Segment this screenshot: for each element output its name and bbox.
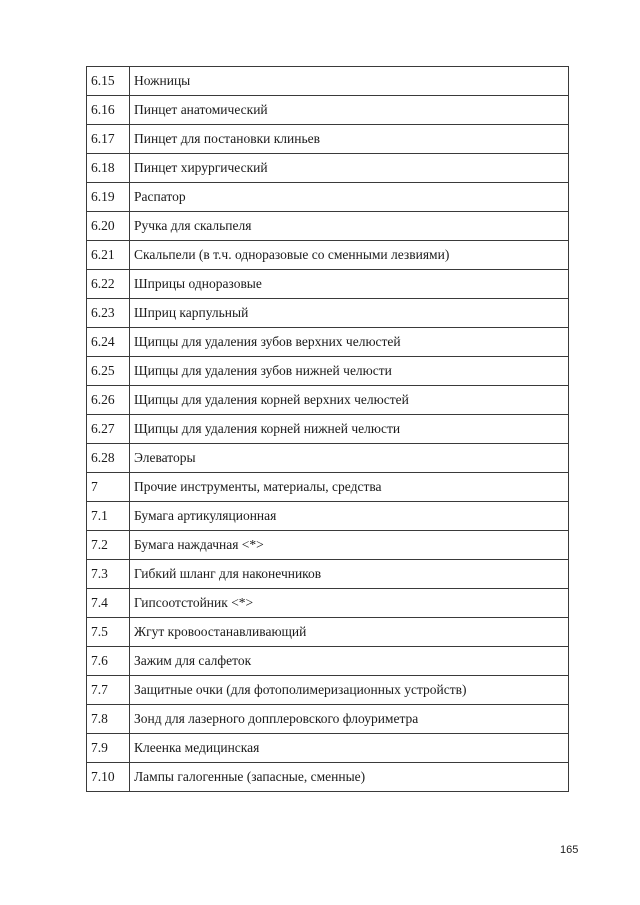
table-row: [87, 473, 569, 502]
row-number: 6.23: [87, 299, 130, 328]
row-number: 6.17: [87, 125, 130, 154]
row-number: 6.22: [87, 270, 130, 299]
row-item-name: Гипсоотстойник <*>: [130, 589, 569, 618]
row-number: 6.16: [87, 96, 130, 125]
table-row: [87, 734, 569, 763]
row-item-name: Бумага наждачная <*>: [130, 531, 569, 560]
row-item-name: Защитные очки (для фотополимеризационных устройств): [130, 676, 569, 705]
table-row: [87, 212, 569, 241]
table-row: [87, 125, 569, 154]
row-item-name: Пинцет хирургический: [130, 154, 569, 183]
row-number: 6.19: [87, 183, 130, 212]
table-row: [87, 299, 569, 328]
row-item-name: Щипцы для удаления корней нижней челюсти: [130, 415, 569, 444]
table-row: [87, 154, 569, 183]
row-number: 7.5: [87, 618, 130, 647]
row-number: 6.26: [87, 386, 130, 415]
row-item-name: Пинцет для постановки клиньев: [130, 125, 569, 154]
table-row: [87, 183, 569, 212]
row-number: 7.7: [87, 676, 130, 705]
row-item-name: Щипцы для удаления зубов нижней челюсти: [130, 357, 569, 386]
equipment-table: [86, 66, 569, 792]
row-item-name: Шприц карпульный: [130, 299, 569, 328]
table-row: [87, 705, 569, 734]
table-row: [87, 328, 569, 357]
row-number: 7.6: [87, 647, 130, 676]
row-number: 6.24: [87, 328, 130, 357]
row-number: 6.18: [87, 154, 130, 183]
table-row: [87, 502, 569, 531]
row-item-name: Гибкий шланг для наконечников: [130, 560, 569, 589]
row-item-name: Ножницы: [130, 67, 569, 96]
row-number: 6.21: [87, 241, 130, 270]
table-row: [87, 618, 569, 647]
row-number: 7: [87, 473, 130, 502]
row-number: 7.2: [87, 531, 130, 560]
row-number: 6.20: [87, 212, 130, 241]
row-number: 7.10: [87, 763, 130, 792]
row-item-name: Ручка для скальпеля: [130, 212, 569, 241]
row-item-name: Лампы галогенные (запасные, сменные): [130, 763, 569, 792]
table-row: [87, 647, 569, 676]
row-item-name: Щипцы для удаления зубов верхних челюстей: [130, 328, 569, 357]
table-row: [87, 560, 569, 589]
table-row: [87, 270, 569, 299]
table-row: [87, 531, 569, 560]
table-body: [87, 67, 569, 792]
row-item-name: Зажим для салфеток: [130, 647, 569, 676]
row-number: 7.9: [87, 734, 130, 763]
table-row: [87, 444, 569, 473]
row-item-name: Элеваторы: [130, 444, 569, 473]
table-row: [87, 763, 569, 792]
table-row: [87, 589, 569, 618]
table-row: [87, 676, 569, 705]
row-item-name: Зонд для лазерного допплеровского флоуриметра: [130, 705, 569, 734]
row-item-name: Распатор: [130, 183, 569, 212]
page-number: 165: [560, 844, 579, 856]
row-number: 7.8: [87, 705, 130, 734]
row-number: 6.25: [87, 357, 130, 386]
row-item-name: Прочие инструменты, материалы, средства: [130, 473, 569, 502]
row-number: 6.15: [87, 67, 130, 96]
row-number: 7.1: [87, 502, 130, 531]
row-item-name: Скальпели (в т.ч. одноразовые со сменными лезвиями): [130, 241, 569, 270]
row-item-name: Клеенка медицинская: [130, 734, 569, 763]
row-number: 7.3: [87, 560, 130, 589]
table-row: [87, 96, 569, 125]
row-item-name: Пинцет анатомический: [130, 96, 569, 125]
row-number: 6.28: [87, 444, 130, 473]
row-number: 6.27: [87, 415, 130, 444]
table-row: [87, 67, 569, 96]
row-item-name: Щипцы для удаления корней верхних челюстей: [130, 386, 569, 415]
table-row: [87, 357, 569, 386]
row-item-name: Шприцы одноразовые: [130, 270, 569, 299]
table-row: [87, 415, 569, 444]
row-item-name: Бумага артикуляционная: [130, 502, 569, 531]
table-row: [87, 386, 569, 415]
table-row: [87, 241, 569, 270]
row-item-name: Жгут кровоостанавливающий: [130, 618, 569, 647]
row-number: 7.4: [87, 589, 130, 618]
